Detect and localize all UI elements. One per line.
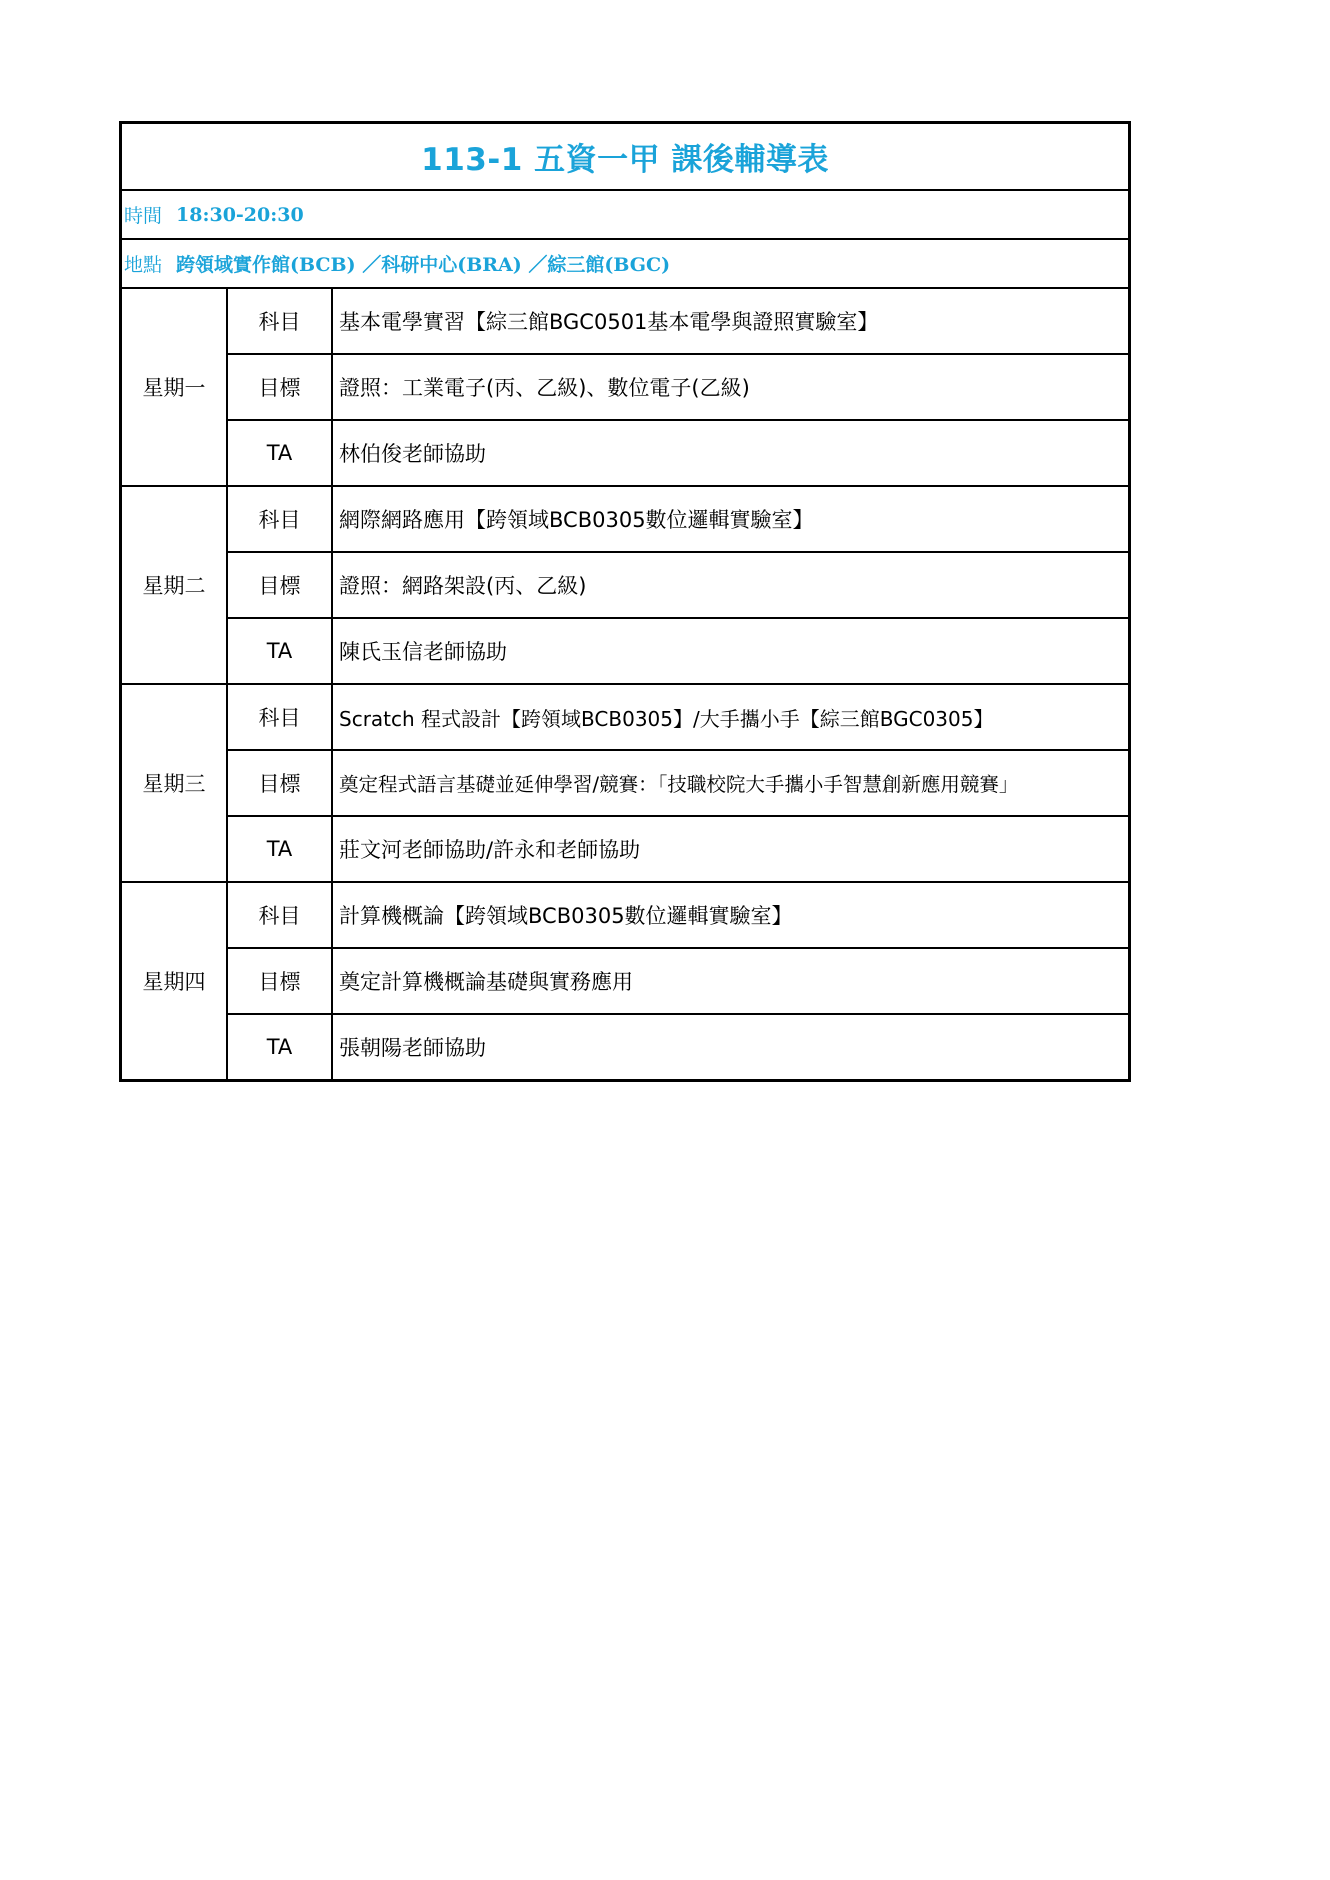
location-value: 跨領域實作館(BCB) ／科研中心(BRA) ／綜三館(BGC) <box>176 254 671 276</box>
tutoring-schedule-sheet <box>119 121 1131 1082</box>
ta-row <box>228 619 1128 683</box>
goal-row <box>228 949 1128 1015</box>
schedule-table <box>119 121 1131 1082</box>
day-block-tuesday <box>122 487 1128 685</box>
time-label: 時間 <box>124 205 163 227</box>
row-key: 目標 <box>228 355 333 419</box>
row-value: 奠定程式語言基礎並延伸學習/競賽：「技職校院大手攜小手智慧創新應用競賽」 <box>339 773 1019 796</box>
subject-row <box>228 289 1128 355</box>
row-key: 目標 <box>228 949 333 1013</box>
row-key: 目標 <box>228 751 333 815</box>
row-key: TA <box>228 1015 333 1079</box>
row-key: TA <box>228 619 333 683</box>
location-label: 地點 <box>124 254 163 276</box>
page-title: 113-1 五資一甲 課後輔導表 <box>122 124 1128 191</box>
day-block-wednesday <box>122 685 1128 883</box>
row-value: 莊文河老師協助/許永和老師協助 <box>339 838 641 862</box>
goal-row <box>228 751 1128 817</box>
location-row <box>122 240 1128 289</box>
row-key: 科目 <box>228 289 333 353</box>
row-value: 陳氏玉信老師協助 <box>339 640 507 664</box>
row-key: TA <box>228 421 333 485</box>
subject-row <box>228 487 1128 553</box>
row-value: 證照：網路架設(丙、乙級) <box>339 574 587 598</box>
ta-row <box>228 1015 1128 1079</box>
goal-row <box>228 355 1128 421</box>
day-label: 星期三 <box>122 685 228 881</box>
ta-row <box>228 817 1128 881</box>
row-value: 證照：工業電子(丙、乙級)、數位電子(乙級) <box>339 376 750 400</box>
row-key: 科目 <box>228 685 333 749</box>
row-value: 計算機概論【跨領域BCB0305數位邏輯實驗室】 <box>339 904 793 928</box>
row-value: 基本電學實習【綜三館BGC0501基本電學與證照實驗室】 <box>339 310 879 334</box>
row-key: 目標 <box>228 553 333 617</box>
ta-row <box>228 421 1128 485</box>
day-block-thursday <box>122 883 1128 1082</box>
goal-row <box>228 553 1128 619</box>
row-value: 奠定計算機概論基礎與實務應用 <box>339 970 633 994</box>
time-row <box>122 191 1128 240</box>
row-key: TA <box>228 817 333 881</box>
row-key: 科目 <box>228 487 333 551</box>
subject-row <box>228 883 1128 949</box>
row-value: Scratch 程式設計【跨領域BCB0305】/大手攜小手【綜三館BGC0305】 <box>339 706 994 731</box>
row-value: 網際網路應用【跨領域BCB0305數位邏輯實驗室】 <box>339 508 814 532</box>
day-label: 星期四 <box>122 883 228 1079</box>
time-value: 18:30-20:30 <box>176 203 304 226</box>
day-label: 星期二 <box>122 487 228 683</box>
row-value: 張朝陽老師協助 <box>339 1036 486 1060</box>
row-value: 林伯俊老師協助 <box>339 442 486 466</box>
day-block-monday <box>122 289 1128 487</box>
row-key: 科目 <box>228 883 333 947</box>
subject-row <box>228 685 1128 751</box>
day-label: 星期一 <box>122 289 228 485</box>
